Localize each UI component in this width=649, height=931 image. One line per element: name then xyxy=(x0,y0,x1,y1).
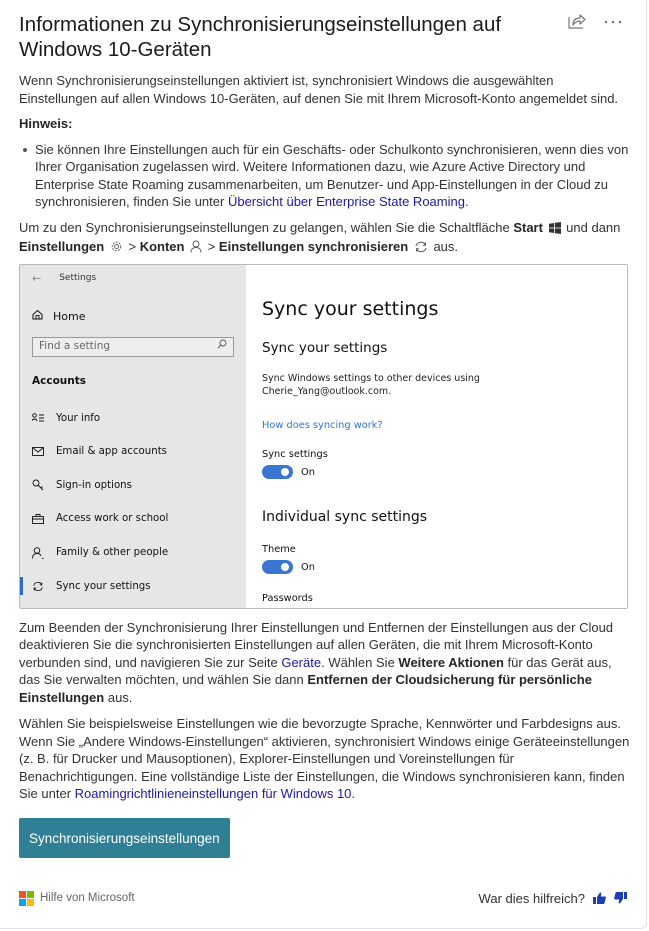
gear-icon xyxy=(110,240,123,258)
page-title: Informationen zu Synchronisierungseinstellungen auf Windows 10-Geräten xyxy=(19,13,502,61)
settings-home: Home xyxy=(32,308,85,326)
feedback-question: War dies hilfreich? xyxy=(478,890,585,906)
article-body xyxy=(19,72,631,858)
examples-paragraph: Wählen Sie beispielsweise Einstellungen wie die bevorzugte Sprache, Kennwörter und Farbdesigns aus. Wenn Sie „Andere Windows-Einstellungen“ aktivieren, synchronisiert Windows einige Geräteeinstellungen (z. B. für Drucker und Mausoptionen), Explorer-Einstellungen und Voreinstellungen für Benachrichtigungen. Eine vollständige Liste der Einstellungen, die Windows synchronisieren kann, finden Sie unter Roamingrichtlinieneinstellungen für Windows 10. xyxy=(19,716,630,801)
settings-subtitle: Sync your settings xyxy=(262,339,388,356)
thumbs-up-icon[interactable] xyxy=(593,892,606,904)
how-syncing-works-link: How does syncing work? xyxy=(262,419,383,431)
person-icon xyxy=(190,240,202,258)
microsoft-brand: Hilfe von Microsoft xyxy=(19,891,135,906)
settings-nav-item: Family & other people xyxy=(20,536,246,570)
card-actions xyxy=(567,12,624,30)
settings-nav-item: Email & app accounts xyxy=(20,435,246,469)
mail-icon xyxy=(32,447,44,456)
settings-nav-item: Your info xyxy=(20,402,246,436)
settings-page-title: Sync your settings xyxy=(262,297,439,320)
navigation-paragraph: Um zu den Synchronisierungseinstellungen zu gelangen, wählen Sie die Schaltfläche Start und dann Einstellungen > Konten > Einstellungen synchronisieren aus. xyxy=(19,219,631,258)
stop-sync-paragraph: Zum Beenden der Synchronisierung Ihrer Einstellungen und Entfernen der Einstellungen aus der Cloud deaktivieren Sie die synchronisierten Einstellungen auf allen Geräten, die mit Ihrem Microsoft-Konto verbunden sind, und navigieren Sie zur Seite Geräte. Wählen Sie Weitere Aktionen für das Gerät aus, das Sie verwalten möchten, und wählen Sie dann Entfernen der Cloudsicherung für persönliche Einstellungen aus. xyxy=(19,619,614,705)
toggle-switch xyxy=(262,560,293,574)
toggle-switch xyxy=(262,465,293,479)
accounts-nav xyxy=(20,402,246,604)
settings-screenshot xyxy=(19,264,628,609)
roaming-policy-link[interactable]: Roamingrichtlinieneinstellungen für Windows 10 xyxy=(74,786,352,801)
note-item: Sie können Ihre Einstellungen auch für ein Geschäfts- oder Schulkonto synchronisieren, wenn dies von Ihrer Organisation zugelassen wird. Weitere Informationen dazu, wie Azure Active Directory und Enterprise State Roaming zusammenarbeiten, um Benutzer- und App-Einstellungen in der Cloud zu synchronisieren, finden Sie unter Übersicht über Enterprise State Roaming. xyxy=(35,141,631,211)
theme-label: Theme xyxy=(262,543,296,555)
card-footer xyxy=(19,887,627,909)
settings-description: Sync Windows settings to other devices using Cherie_Yang@outlook.com. xyxy=(262,372,480,397)
settings-sidebar xyxy=(20,265,246,608)
note-heading: Hinweis: xyxy=(19,116,73,131)
briefcase-icon xyxy=(32,514,44,524)
enterprise-state-roaming-link[interactable]: Übersicht über Enterprise State Roaming xyxy=(227,194,465,209)
passwords-label: Passwords xyxy=(262,592,313,604)
settings-nav-item: Sign-in options xyxy=(20,469,246,503)
sync-icon xyxy=(414,240,428,258)
theme-toggle: On xyxy=(262,559,315,577)
settings-nav-item: Access work or school xyxy=(20,502,246,536)
feedback xyxy=(479,891,627,906)
sync-settings-button[interactable]: Synchronisierungseinstellungen xyxy=(19,818,230,858)
more-options-icon[interactable]: ··· xyxy=(603,11,624,31)
sync-settings-label: Sync settings xyxy=(262,448,328,460)
devices-link[interactable]: Geräte xyxy=(281,654,322,670)
key-icon xyxy=(32,479,44,491)
share-icon[interactable] xyxy=(567,12,587,30)
windows-start-icon xyxy=(549,221,561,239)
sync-icon xyxy=(32,581,44,592)
accounts-heading: Accounts xyxy=(32,374,87,387)
back-arrow-icon: ← xyxy=(32,271,42,285)
individual-sync-heading: Individual sync settings xyxy=(262,508,428,525)
find-setting-search: Find a setting xyxy=(32,337,234,357)
note-list xyxy=(19,141,631,211)
microsoft-logo-icon xyxy=(19,891,34,906)
thumbs-down-icon[interactable] xyxy=(614,892,627,904)
settings-nav-item: Sync your settings xyxy=(20,569,246,603)
intro-paragraph: Wenn Synchronisierungseinstellungen aktiviert ist, synchronisiert Windows die ausgewählten Einstellungen auf allen Windows 10-Geräten, auf denen Sie mit Ihrem Microsoft-Konto angemeldet sind. xyxy=(19,73,619,106)
person-add-icon xyxy=(32,547,44,559)
settings-window-title: Settings xyxy=(59,272,97,283)
search-icon xyxy=(217,338,227,356)
sync-settings-toggle: On xyxy=(262,464,315,482)
person-list-icon xyxy=(32,413,44,423)
settings-content xyxy=(246,265,627,608)
home-icon xyxy=(32,308,43,326)
